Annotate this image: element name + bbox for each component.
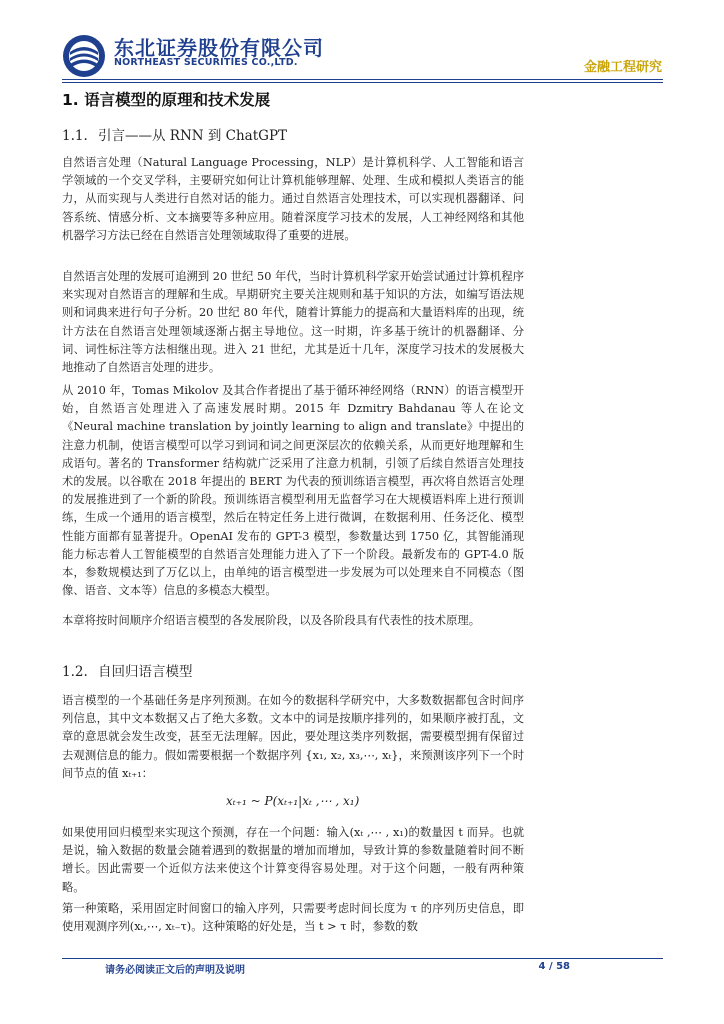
subsection-number: 1.1. bbox=[62, 128, 88, 144]
page-number: 4 / 58 bbox=[538, 961, 570, 972]
company-name-en: NORTHEAST SECURITIES CO.,LTD. bbox=[114, 57, 298, 68]
report-type: 金融工程研究 bbox=[583, 60, 662, 75]
company-logo-icon bbox=[62, 34, 106, 78]
subsection-number: 1.2. bbox=[62, 664, 88, 680]
formula: xₜ₊₁ ~ P(xₜ₊₁|xₜ ,⋯ , x₁) bbox=[226, 794, 360, 808]
paragraph-5: 语言模型的一个基础任务是序列预测。在如今的数据科学研究中，大多数数据都包含时间序列信息，其中文本数据又占了绝大多数。文本中的词是按顺序排列的，如果顺序被打乱，文章的意思就会发生改变，甚至无法理解。因此，要处理这类序列数据，需要模型拥有保留过去观测信息的能力。假如需要根据一个数据序列 {x₁, x₂, x₃,⋯, xₜ}，来预测该序列下一个时间节点的值 xₜ₊₁： bbox=[62, 694, 524, 780]
subsection-title: 引言——从 RNN 到 ChatGPT bbox=[98, 128, 288, 144]
subsection-title: 自回归语言模型 bbox=[98, 664, 193, 680]
paragraph-3: 从 2010 年，Tomas Mikolov 及其合作者提出了基于循环神经网络（RNN）的语言模型开始，自然语言处理进入了高速发展时期。2015 年 Dzmitry Bahdanau 等人在论文《Neural machine translation by jointly learning to align and translate》中提出的注意力机制，使语言模型可以学习到词和词之间更深层次的依赖关系，从而更好地理解和生成语句。著名的 Transformer 结构就广泛采用了注意力机制，引领了后续自然语言处理技术的发展。以谷歌在 2018 年提出的 BERT 为代表的预训练语言模型，再次将自然语言处理的发展推进到了一个新的阶段。预训练语言模型利用无监督学习在大规模语料库上进行预训练，生成一个通用的语言模型，然后在特定任务上进行微调，在数据利用、任务泛化、模型性能方面都有显著提升。OpenAI 发布的 GPT-3 模型，参数量达到 1750 亿，其智能涌现能力标志着人工智能模型的自然语言处理能力进入了下一个阶段。最新发布的 GPT-4.0 版本，参数规模达到了万亿以上，由单纯的语言模型进一步发展为可以处理来自不同模态（图像、语音、文本等）信息的多模态大模型。 bbox=[62, 384, 524, 598]
paragraph-1: 自然语言处理（Natural Language Processing，NLP）是计算机科学、人工智能和语言学领域的一个交叉学科，主要研究如何让计算机能够理解、处理、生成和模拟人类语言的能力，从而实现与人类进行自然对话的能力。通过自然语言处理技术，可以实现机器翻译、问答系统、情感分析、文本摘要等多种应用。随着深度学习技术的发展，人工神经网络和其他机器学习方法已经在自然语言处理领域取得了重要的进展。 bbox=[62, 156, 524, 242]
section-title: 1. 语言模型的原理和技术发展 bbox=[62, 91, 271, 109]
header-divider bbox=[62, 79, 663, 80]
header-divider-thin bbox=[62, 82, 663, 83]
paragraph-6: 如果使用回归模型来实现这个预测，存在一个问题：输入(xₜ ,⋯ , x₁)的数量因 t 而异。也就是说，输入数据的数量会随着遇到的数据量的增加而增加，导致计算的参数量随着时间不断增长。因此需要一个近似方法来使这个计算变得容易处理。对于这个问题，一般有两种策略。 bbox=[62, 826, 524, 894]
paragraph-2: 自然语言处理的发展可追溯到 20 世纪 50 年代，当时计算机科学家开始尝试通过计算机程序来实现对自然语言的理解和生成。早期研究主要关注规则和基于知识的方法，如编写语法规则和词典来进行句子分析。20 世纪 80 年代，随着计算能力的提高和大量语料库的出现，统计方法在自然语言处理领域逐渐占据主导地位。这一时期，许多基于统计的机器翻译、分词、词性标注等方法相继出现。进入 21 世纪，尤其是近十几年，深度学习技术的发展极大地推动了自然语言处理的进步。 bbox=[62, 270, 524, 375]
footer-disclaimer: 请务必阅读正文后的声明及说明 bbox=[105, 965, 245, 976]
subsection-heading-2 bbox=[62, 660, 193, 680]
company-name-cn: 东北证券股份有限公司 bbox=[114, 36, 324, 60]
paragraph-4: 本章将按时间顺序介绍语言模型的各发展阶段，以及各阶段具有代表性的技术原理。 bbox=[62, 614, 480, 627]
paragraph-7: 第一种策略，采用固定时间窗口的输入序列，只需要考虑时间长度为 τ 的序列历史信息，即使用观测序列(xₜ,⋯, xₜ₋τ)。这种策略的好处是，当 t > τ 时，参数的数 bbox=[62, 902, 524, 934]
footer-divider bbox=[62, 958, 663, 959]
subsection-heading-1 bbox=[62, 124, 287, 144]
page-header bbox=[62, 30, 662, 78]
